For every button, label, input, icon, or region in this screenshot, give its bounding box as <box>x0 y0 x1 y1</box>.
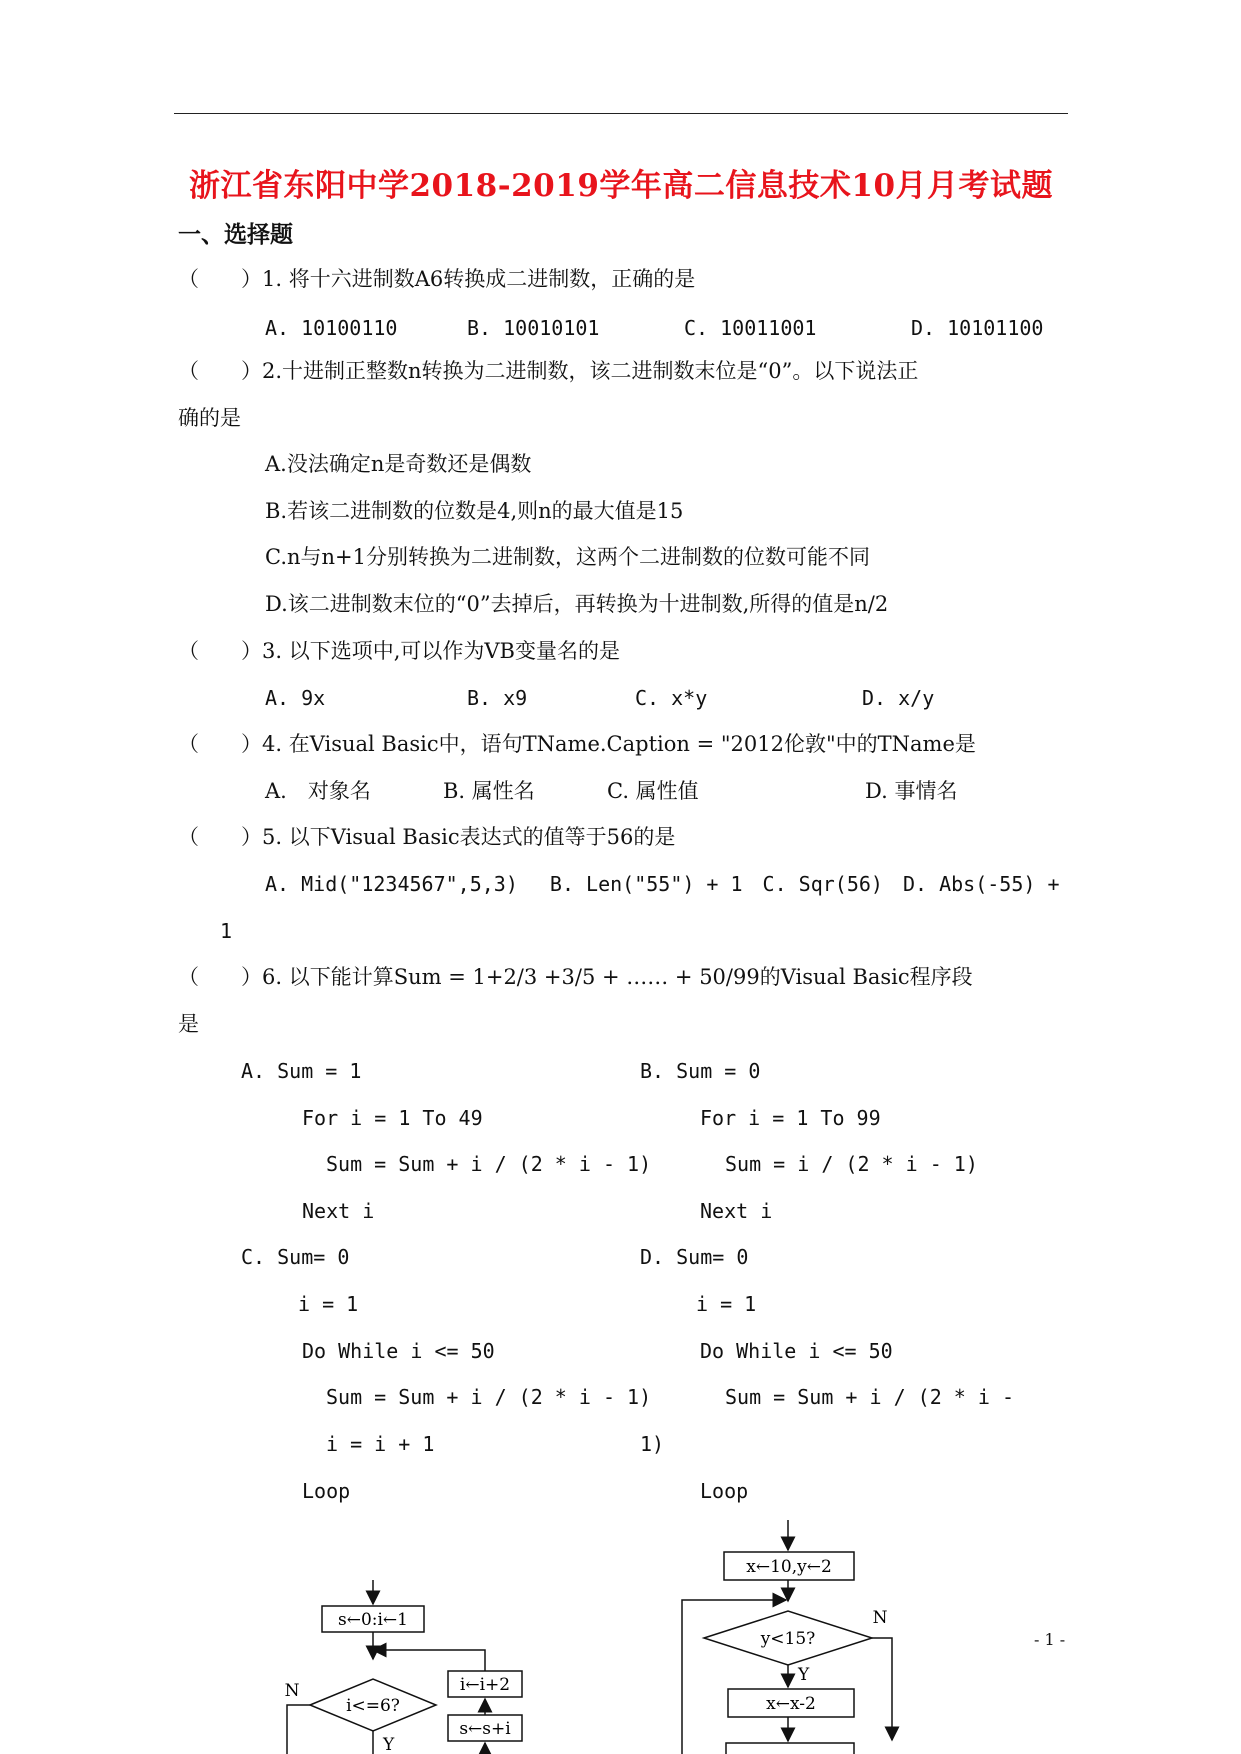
cond-diamond-label: i<=6? <box>346 1696 400 1716</box>
question-5-options: A. Mid("1234567",5,3) B. Len("55") + 1 C. Sqr(56) D. Abs(-55) + <box>265 872 1060 896</box>
q6-a-line-2: For i = 1 To 49 <box>302 1106 483 1130</box>
question-4-option-d: D. 事情名 <box>865 779 958 803</box>
question-4-stem: （ ）4. 在Visual Basic中，语句TName.Caption = "2012伦敦"中的TName是 <box>178 732 976 756</box>
flow-arrow-loop-back <box>373 1650 485 1671</box>
document-title: 浙江省东阳中学2018-2019学年高二信息技术10月月考试题 <box>188 168 1054 204</box>
acc-box-label: s←s+i <box>459 1719 511 1739</box>
question-2-option-b: B.若该二进制数的位数是4,则n的最大值是15 <box>265 499 684 523</box>
question-3-option-d: D. x/y <box>862 686 935 710</box>
flow-line-no <box>287 1705 310 1754</box>
q6-b-line-2: For i = 1 To 99 <box>700 1106 881 1130</box>
q6-c-line-6: Loop <box>302 1479 351 1503</box>
question-1-option-c: C. 10011001 <box>684 316 817 340</box>
yes-label: Y <box>798 1665 810 1685</box>
q6-b-line-3: Sum = i / (2 * i - 1) <box>725 1152 978 1176</box>
question-1-option-b: B. 10010101 <box>467 316 600 340</box>
flowchart-left <box>270 1575 540 1754</box>
question-5-stem: （ ）5. 以下Visual Basic表达式的值等于56的是 <box>178 825 676 849</box>
question-4-option-c: C. 属性值 <box>607 779 699 803</box>
question-1-option-a: A. 10100110 <box>265 316 398 340</box>
question-1-option-d: D. 10101100 <box>911 316 1044 340</box>
question-2-stem: （ ）2.十进制正整数n转换为二进制数，该二进制数末位是“0”。以下说法正 <box>178 359 919 383</box>
next-box <box>726 1743 854 1754</box>
question-3-option-c: C. x*y <box>635 686 708 710</box>
q6-c-line-5: i = i + 1 <box>326 1432 435 1456</box>
q6-d-line-6: Loop <box>700 1479 749 1503</box>
init-box-label: x←10,y←2 <box>746 1557 832 1577</box>
inc-box-label: i←i+2 <box>459 1675 511 1695</box>
q6-d-line-3: Do While i <= 50 <box>700 1339 893 1363</box>
q6-b-line-4: Next i <box>700 1199 773 1223</box>
q6-c-line-4: Sum = Sum + i / (2 * i - 1) <box>326 1385 652 1409</box>
q6-d-line-2: i = 1 <box>696 1292 757 1316</box>
question-4-option-b: B. 属性名 <box>443 779 535 803</box>
q6-a-line-3: Sum = Sum + i / (2 * i - 1) <box>326 1152 652 1176</box>
section-heading: 一、选择题 <box>178 221 293 248</box>
question-5-options-cont: 1 <box>220 919 233 943</box>
q6-d-line-5: 1) <box>640 1432 665 1456</box>
cond-diamond-label: y<15? <box>760 1629 816 1649</box>
question-4-option-a: A. 对象名 <box>265 779 371 803</box>
page-number: - 1 - <box>1034 1630 1066 1649</box>
question-2-option-c: C.n与n+1分别转换为二进制数，这两个二进制数的位数可能不同 <box>265 545 870 569</box>
step-box-label: x←x-2 <box>766 1694 816 1714</box>
question-2-option-a: A.没法确定n是奇数还是偶数 <box>265 452 532 476</box>
question-6-stem: （ ）6. 以下能计算Sum = 1+2/3 +3/5 + …… + 50/99的Visual Basic程序段 <box>178 965 973 989</box>
header-rule <box>174 113 1068 114</box>
init-box-label: s←0:i←1 <box>337 1610 409 1630</box>
question-2-stem-cont: 确的是 <box>178 406 241 430</box>
q6-c-line-2: i = 1 <box>298 1292 359 1316</box>
flowchart-right <box>670 1515 920 1754</box>
question-3-option-a: A. 9x <box>265 686 326 710</box>
question-2-option-d: D.该二进制数末位的“0”去掉后，再转换为十进制数,所得的值是n/2 <box>265 592 889 616</box>
q6-b-line-1: B. Sum = 0 <box>640 1059 761 1083</box>
no-label: N <box>284 1681 300 1701</box>
q6-a-line-1: A. Sum = 1 <box>241 1059 362 1083</box>
question-1-stem: （ ）1. 将十六进制数A6转换成二进制数，正确的是 <box>178 267 696 291</box>
q6-d-line-4: Sum = Sum + i / (2 * i - <box>725 1385 1014 1409</box>
question-6-stem-cont: 是 <box>178 1012 199 1036</box>
q6-c-line-1: C. Sum= 0 <box>241 1245 350 1269</box>
yes-label: Y <box>383 1735 395 1754</box>
no-label: N <box>872 1608 888 1628</box>
q6-d-line-1: D. Sum= 0 <box>640 1245 749 1269</box>
q6-a-line-4: Next i <box>302 1199 375 1223</box>
question-3-stem: （ ）3. 以下选项中,可以作为VB变量名的是 <box>178 639 620 663</box>
question-3-option-b: B. x9 <box>467 686 528 710</box>
q6-c-line-3: Do While i <= 50 <box>302 1339 495 1363</box>
flow-arrow-no <box>872 1638 892 1740</box>
